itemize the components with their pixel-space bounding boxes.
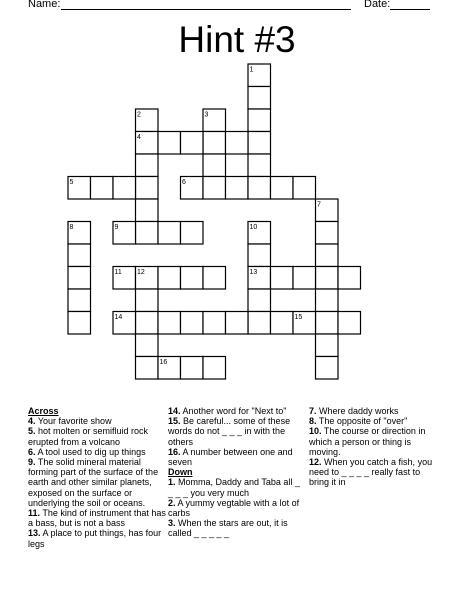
down-clue <box>309 406 441 416</box>
clue-text: When the stars are out, it is called _ _ _ _ _ <box>168 518 288 539</box>
grid-cell[interactable] <box>203 312 226 335</box>
cell-number: 11 <box>114 269 122 276</box>
clue-text: The kind of instrument that has a bass, but is not a bass <box>28 508 166 529</box>
cell-number: 4 <box>137 134 141 141</box>
clue-number: 4. <box>28 416 36 427</box>
grid-cell[interactable] <box>316 267 339 290</box>
page-title: Hint #3 <box>178 19 296 60</box>
down-heading: Down <box>168 467 193 478</box>
grid-cell[interactable] <box>316 334 339 357</box>
grid-cell[interactable] <box>181 222 204 245</box>
grid-cell[interactable] <box>136 334 159 357</box>
clue-text: A tool used to dig up things <box>35 446 146 457</box>
grid-cell[interactable] <box>158 267 181 290</box>
across-clue <box>28 508 166 528</box>
clue-text: Another word for "Next to" <box>180 406 287 416</box>
grid-cell[interactable] <box>91 177 114 200</box>
across-clue <box>168 406 304 416</box>
cell-number: 12 <box>137 269 145 276</box>
cell-number: 8 <box>69 224 74 231</box>
down-clue <box>309 426 441 457</box>
clue-text: The opposite of "over" <box>316 416 408 427</box>
grid-cell[interactable] <box>248 289 271 312</box>
grid-cell[interactable] <box>203 177 226 200</box>
down-clue <box>168 498 304 518</box>
clue-number: 11. <box>28 508 41 519</box>
grid-cell[interactable] <box>68 312 91 335</box>
grid-cell[interactable] <box>136 199 159 222</box>
cell-number: 3 <box>204 111 209 119</box>
clue-text: hot molten or semifluid rock erupted from a volcano <box>28 426 149 447</box>
cell-number: 10 <box>249 224 258 231</box>
grid-cell[interactable] <box>158 222 181 245</box>
clue-number: 2. <box>168 497 176 508</box>
grid-cell[interactable] <box>271 312 294 335</box>
across-heading: Across <box>28 406 59 416</box>
clue-text: The course or direction in which a person or thing is moving. <box>309 426 426 457</box>
grid-cell[interactable] <box>338 312 361 335</box>
across-clue <box>28 426 166 446</box>
down-clue <box>168 477 304 497</box>
grid-cell[interactable] <box>293 177 316 200</box>
grid-cell[interactable] <box>316 222 339 245</box>
clue-number: 7. <box>309 406 317 416</box>
clue-text: A yummy vegtable with a lot of carbs <box>168 497 300 519</box>
grid-cell[interactable] <box>248 87 271 110</box>
grid-cell[interactable] <box>226 132 249 155</box>
grid-cell[interactable] <box>271 177 294 200</box>
grid-cell[interactable] <box>248 132 271 155</box>
date-label: Date: <box>364 0 391 10</box>
cell-number: 1 <box>249 66 254 74</box>
clue-text: When you catch a fish, you need to _ _ _ _ really fast to bring it in <box>309 457 433 488</box>
clue-number: 13. <box>28 528 41 539</box>
cell-number: 2 <box>137 111 141 119</box>
grid-cell[interactable] <box>226 177 249 200</box>
grid-cell[interactable] <box>203 132 226 155</box>
grid-cell[interactable] <box>271 267 294 290</box>
clue-number: 10. <box>309 426 322 437</box>
grid-cell[interactable] <box>203 357 226 380</box>
clue-number: 16. <box>168 446 181 457</box>
clues-column-1 <box>28 406 166 549</box>
cell-number: 13 <box>249 269 258 276</box>
grid-cell[interactable] <box>68 267 91 290</box>
clue-number: 6. <box>28 446 36 457</box>
grid-cell[interactable] <box>226 312 249 335</box>
clue-number: 1. <box>168 477 176 488</box>
across-clue <box>28 528 166 548</box>
grid-cell[interactable] <box>158 132 181 155</box>
clue-number: 3. <box>168 518 176 529</box>
grid-cell[interactable] <box>181 312 204 335</box>
grid-cell[interactable] <box>181 132 204 155</box>
clues-column-3 <box>309 406 441 488</box>
clue-text: The solid mineral material forming part of the surface of the earth and other similar planets, exposed on the surface or underlying the soil or oceans. <box>28 457 159 508</box>
grid-cell[interactable] <box>316 289 339 312</box>
grid-cell[interactable] <box>248 312 271 335</box>
clue-text: Where daddy works <box>316 406 399 416</box>
cell-number: 5 <box>69 179 74 186</box>
grid-cell[interactable] <box>338 267 361 290</box>
clue-number: 5. <box>28 426 36 437</box>
grid-cell[interactable] <box>113 177 136 200</box>
clue-number: 14. <box>168 406 181 416</box>
clue-text: A place to put things, has four legs <box>28 528 162 549</box>
down-clue <box>168 518 304 538</box>
down-clue <box>309 457 441 488</box>
name-label: Name: <box>28 0 61 10</box>
grid-cell[interactable] <box>136 357 159 380</box>
clue-number: 12. <box>309 457 322 468</box>
grid-cell[interactable] <box>136 154 159 177</box>
cell-number: 9 <box>114 224 119 231</box>
grid-cell[interactable] <box>293 267 316 290</box>
across-clue <box>28 416 166 426</box>
grid-cell[interactable] <box>203 154 226 177</box>
grid-cell[interactable] <box>68 244 91 267</box>
cell-number: 7 <box>317 201 321 209</box>
grid-cell[interactable] <box>181 357 204 380</box>
across-clue <box>28 457 166 508</box>
cell-number: 14 <box>114 314 123 321</box>
cell-number: 16 <box>159 359 168 366</box>
clues-column-2 <box>168 406 304 539</box>
clue-text: Be careful... some of these words do not _ _ _ in with the others <box>168 416 291 447</box>
grid-cell[interactable] <box>316 244 339 267</box>
grid-cell[interactable] <box>136 289 159 312</box>
grid-cell[interactable] <box>316 357 339 380</box>
grid-cell[interactable] <box>248 244 271 267</box>
grid-cell[interactable] <box>248 177 271 200</box>
clue-number: 8. <box>309 416 317 427</box>
clue-text: A number between one and seven <box>168 446 293 468</box>
grid-cell[interactable] <box>248 109 271 132</box>
grid-cell[interactable] <box>203 267 226 290</box>
grid-cell[interactable] <box>316 312 339 335</box>
clue-text: Your favorite show <box>35 416 112 427</box>
clue-number: 9. <box>28 457 36 468</box>
cell-number: 15 <box>294 314 303 321</box>
across-clue <box>168 416 304 447</box>
grid-cell[interactable] <box>136 222 159 245</box>
grid-cell[interactable] <box>248 154 271 177</box>
cell-number: 6 <box>182 179 186 186</box>
grid-cell[interactable] <box>181 267 204 290</box>
clue-text: Momma, Daddy and Taba all _ _ _ _ you very much <box>168 477 300 498</box>
grid-cell[interactable] <box>68 289 91 312</box>
grid-cell[interactable] <box>136 312 159 335</box>
grid-cell[interactable] <box>158 312 181 335</box>
down-clue <box>309 416 441 426</box>
across-clue <box>28 447 166 457</box>
across-clue <box>168 447 304 467</box>
clue-number: 15. <box>168 416 181 427</box>
grid-cell[interactable] <box>136 177 159 200</box>
